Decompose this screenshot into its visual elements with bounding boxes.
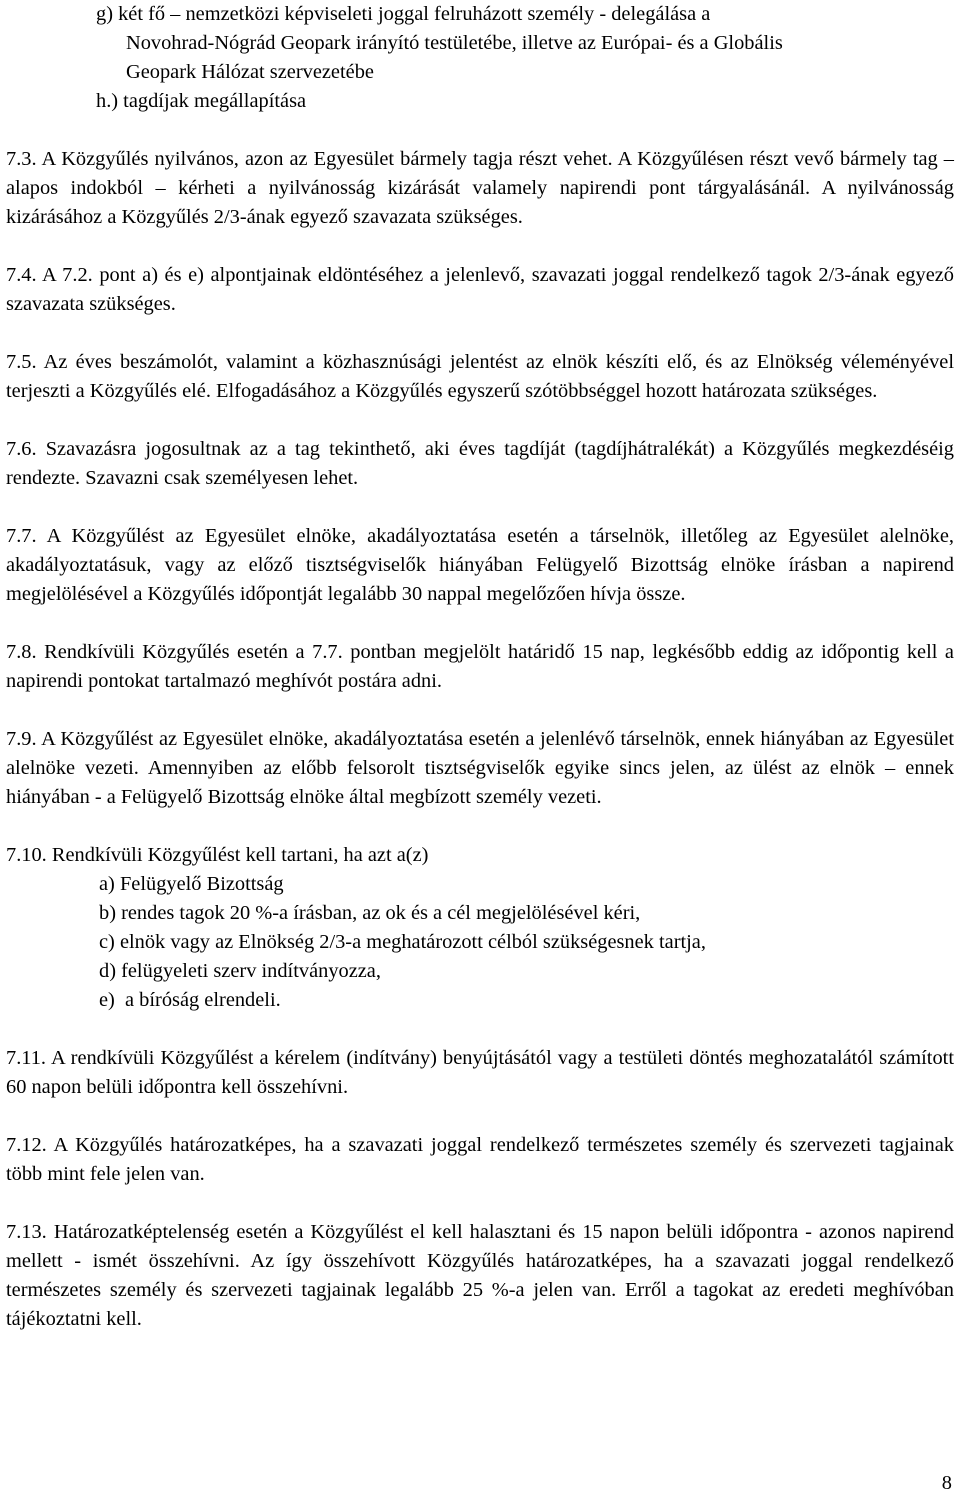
paragraph-7-5: 7.5. Az éves beszámolót, valamint a közhasznúsági jelentést az elnök készíti elő, és az Elnökség véleményével terjeszti a Közgyűlés elé. Elfogadásához a Közgyűlés egyszerű szótöbbséggel hozott határozata szükséges. (6, 351, 954, 402)
paragraph-7-3: 7.3. A Közgyűlés nyilvános, azon az Egyesület bármely tagja részt vehet. A Közgyűlésen részt vevő bármely tag – alapos indokból – kérheti a nyilvánosság kizárását valamely napirendi pont tárgyalásánál. A nyilvánosság kizárásához a Közgyűlés 2/3-ának egyező szavazata szükséges. (6, 148, 954, 228)
paragraph-7-4: 7.4. A 7.2. pont a) és e) alpontjainak eldöntéséhez a jelenlevő, szavazati joggal rendelkező tagok 2/3-ának egyező szavazata szükséges. (6, 264, 954, 315)
paragraph-7-6: 7.6. Szavazásra jogosultnak az a tag tekinthető, aki éves tagdíját (tagdíjhátralékát) a Közgyűlés megkezdéséig rendezte. Szavazni csak személyesen lehet. (6, 438, 954, 489)
extraordinary-meeting-conditions (99, 870, 954, 1015)
condition-item-c: c) elnök vagy az Elnökség 2/3-a meghatározott célból szükségesnek tartja, (99, 931, 706, 953)
paragraph-7-7: 7.7. A Közgyűlést az Egyesület elnöke, akadályoztatása esetén a társelnök, illetőleg az Egyesület alelnöke, akadályoztatásuk, vagy az előző tisztségviselők hiányában Felügyelő Bizottság elnöke írásban a napirend megjelölésével a Közgyűlés időpontját legalább 30 nappal megelőzően hívja össze. (6, 525, 954, 605)
list-item-g-line2: Novohrad-Nógrád Geopark irányító testületébe, illetve az Európai- és a Globális (126, 32, 783, 54)
condition-item-e: e) a bíróság elrendeli. (99, 989, 281, 1011)
list-item-g (96, 0, 954, 87)
paragraph-7-10-intro: 7.10. Rendkívüli Közgyűlést kell tartani, ha azt a(z) (6, 844, 429, 866)
condition-item-a: a) Felügyelő Bizottság (99, 873, 284, 895)
paragraph-7-12: 7.12. A Közgyűlés határozatképes, ha a szavazati joggal rendelkező természetes személy és szervezeti tagjainak több mint fele jelen van. (6, 1134, 954, 1185)
paragraph-7-8: 7.8. Rendkívüli Közgyűlés esetén a 7.7. pontban megjelölt határidő 15 nap, legkésőbb eddig az időpontig kell a napirendi pontokat tartalmazó meghívót postára adni. (6, 641, 954, 692)
condition-item-b: b) rendes tagok 20 %-a írásban, az ok és a cél megjelölésével kéri, (99, 902, 641, 924)
agenda-list-continued (96, 0, 954, 116)
list-item-g-line3: Geopark Hálózat szervezetébe (126, 61, 374, 83)
list-item-h: h.) tagdíjak megállapítása (96, 90, 307, 112)
list-item-g-line1: g) két fő – nemzetközi képviseleti joggal felruházott személy - delegálása a (96, 3, 711, 25)
document-page (6, 0, 954, 1334)
condition-item-d: d) felügyeleti szerv indítványozza, (99, 960, 381, 982)
paragraph-7-13: 7.13. Határozatképtelenség esetén a Közgyűlést el kell halasztani és 15 napon belüli időpontra - azonos napirend mellett - ismét összehívni. Az így összehívott Közgyűlés határozatképes, ha a szavazati joggal rendelkező természetes személy és szervezeti tagjainak legalább 25 %-a jelen van. Erről a tagokat az eredeti meghívóban tájékoztatni kell. (6, 1221, 954, 1330)
page-number: 8 (941, 1472, 952, 1494)
paragraph-7-11: 7.11. A rendkívüli Közgyűlést a kérelem (indítvány) benyújtásától vagy a testületi döntés meghozatalától számított 60 napon belüli időpontra kell összehívni. (6, 1047, 954, 1098)
paragraph-7-9: 7.9. A Közgyűlést az Egyesület elnöke, akadályoztatása esetén a jelenlévő társelnök, ennek hiányában az Egyesület alelnöke vezeti. Amennyiben az előbb felsorolt tisztségviselők egyike sincs jelen, az ülést az elnök – ennek hiányában - a Felügyelő Bizottság elnöke által megbízott személy vezeti. (6, 728, 954, 808)
